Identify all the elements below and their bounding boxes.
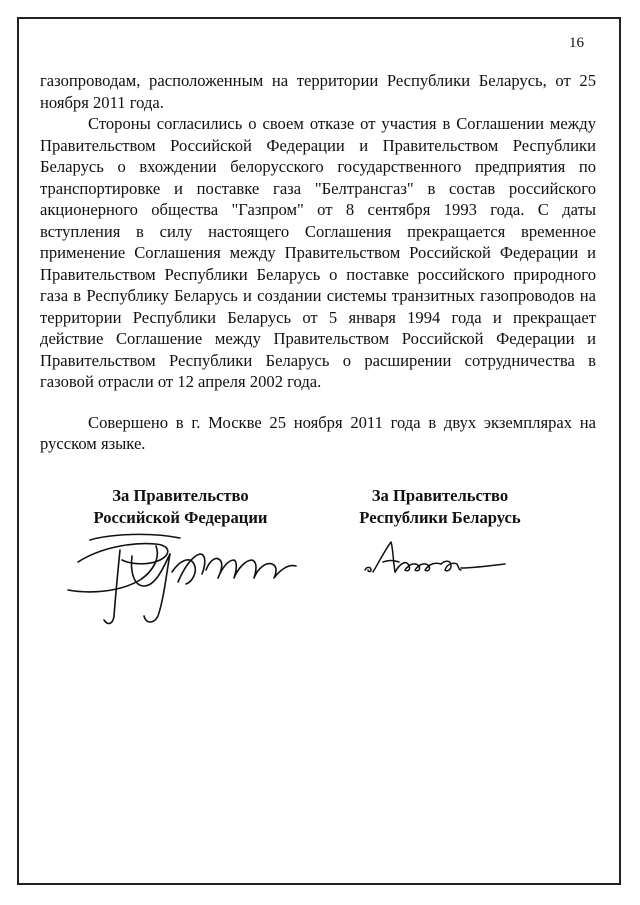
paragraph-done-at: Совершено в г. Москве 25 ноября 2011 года в двух экземплярах на русском языке.	[40, 412, 596, 453]
page-number: 16	[569, 35, 584, 51]
signature-belarus	[363, 534, 513, 584]
paragraph-agreement-termination: Стороны согласились о своем отказе от участия в Соглашении между Правительством Российской Федерации и Правительством Республики Беларусь о вхождении белорусского государственного предприятия по транспортировке и поставке газа "Белтрансгаз" в состав российского акционерного общества "Газпром" от 8 сентября 1993 года. С даты вступления в силу настоящего Соглашения прекращается временное применение Соглашения между Правительством Российской Федерации и Правительством Республики Беларусь о поставке российского природного газа в Республику Беларусь и создании системы транзитных газопроводов на территории Республики Беларусь от 5 января 1994 года и прекращает действие Соглашение между Правительством Российской Федерации и Правительством Республики Беларусь о расширении сотрудничества в газовой отрасли от 12 апреля 2002 года.	[40, 114, 596, 391]
signatory-russia-line2: Российской Федерации	[93, 507, 268, 527]
signature-russia	[60, 520, 300, 630]
paragraph-continuation: газопроводам, расположенным на территории Республики Беларусь, от 25 ноября 2011 года.	[40, 71, 596, 112]
signatory-belarus-line2: Республики Беларусь	[359, 507, 521, 527]
signatory-block-belarus	[340, 485, 540, 528]
signatory-russia-line1: За Правительство	[112, 486, 249, 505]
signatory-belarus-line1: За Правительство	[371, 486, 509, 505]
document-body	[40, 70, 596, 455]
